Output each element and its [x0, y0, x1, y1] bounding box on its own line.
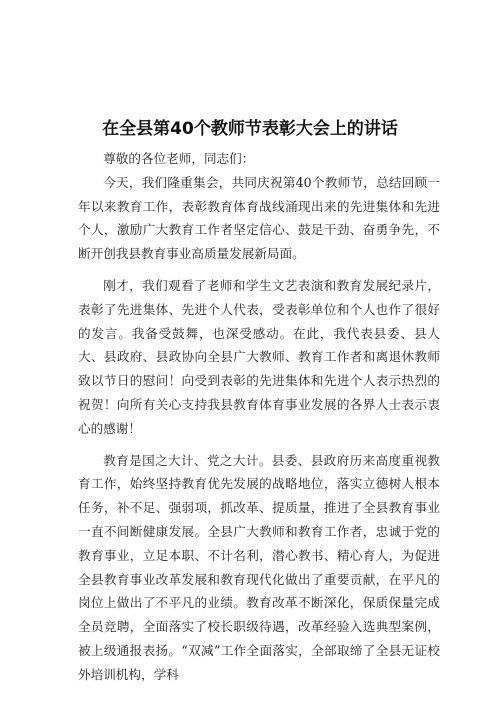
body-paragraph: 教育是国之大计、党之大计。县委、县政府历来高度重视教育工作，始终坚持教育优先发展的战略地位，落实立德树人根本任务，补不足、强弱项，抓改革、提质量，推进了全县教育事业一直不间断健康发展。全县广大教师和教育工作者，忠诚于党的教育事业，立足本职、不计名利，潜心教书、精心育人，为促进全县教育事业改革发展和教育现代化做出了重要贡献，在平凡的岗位上做出了不平凡的业绩。教育改革不断深化，保质保量完成全员竞聘，全面落实了校长职级待遇，改革经验入选典型案例，被上级通报表扬。“双减”工作全面落实，全部取缔了全县无证校外培训机构，学科 [78, 452, 440, 682]
salutation-paragraph: 尊敬的各位老师，同志们： [103, 151, 255, 166]
document-title: 在全县第40个教师节表彰大会上的讲话 [102, 119, 398, 139]
body-paragraph: 刚才，我们观看了老师和学生文艺表演和教育发展纪录片，表彰了先进集体、先进个人代表，受表彰单位和个人也作了很好的发言。我备受鼓舞，也深受感动。在此，我代表县委、县人大、县政府、县政协向全县广大教师、教育工作者和离退休教师致以节日的慰问！向受到表彰的先进集体和先进个人表示热烈的祝贺！向所有关心支持我县教育体育事业发展的各界人士表示衷心的感谢！ [78, 277, 440, 436]
body-paragraph: 今天，我们隆重集会，共同庆祝第40个教师节，总结回顾一年以来教育工作，表彰教育体育战线涌现出来的先进集体和先进个人，激励广大教育工作者坚定信心、鼓足干劲、奋勇争先，不断开创我县教育事业高质量发展新局面。 [78, 174, 440, 262]
document-body [78, 147, 440, 695]
